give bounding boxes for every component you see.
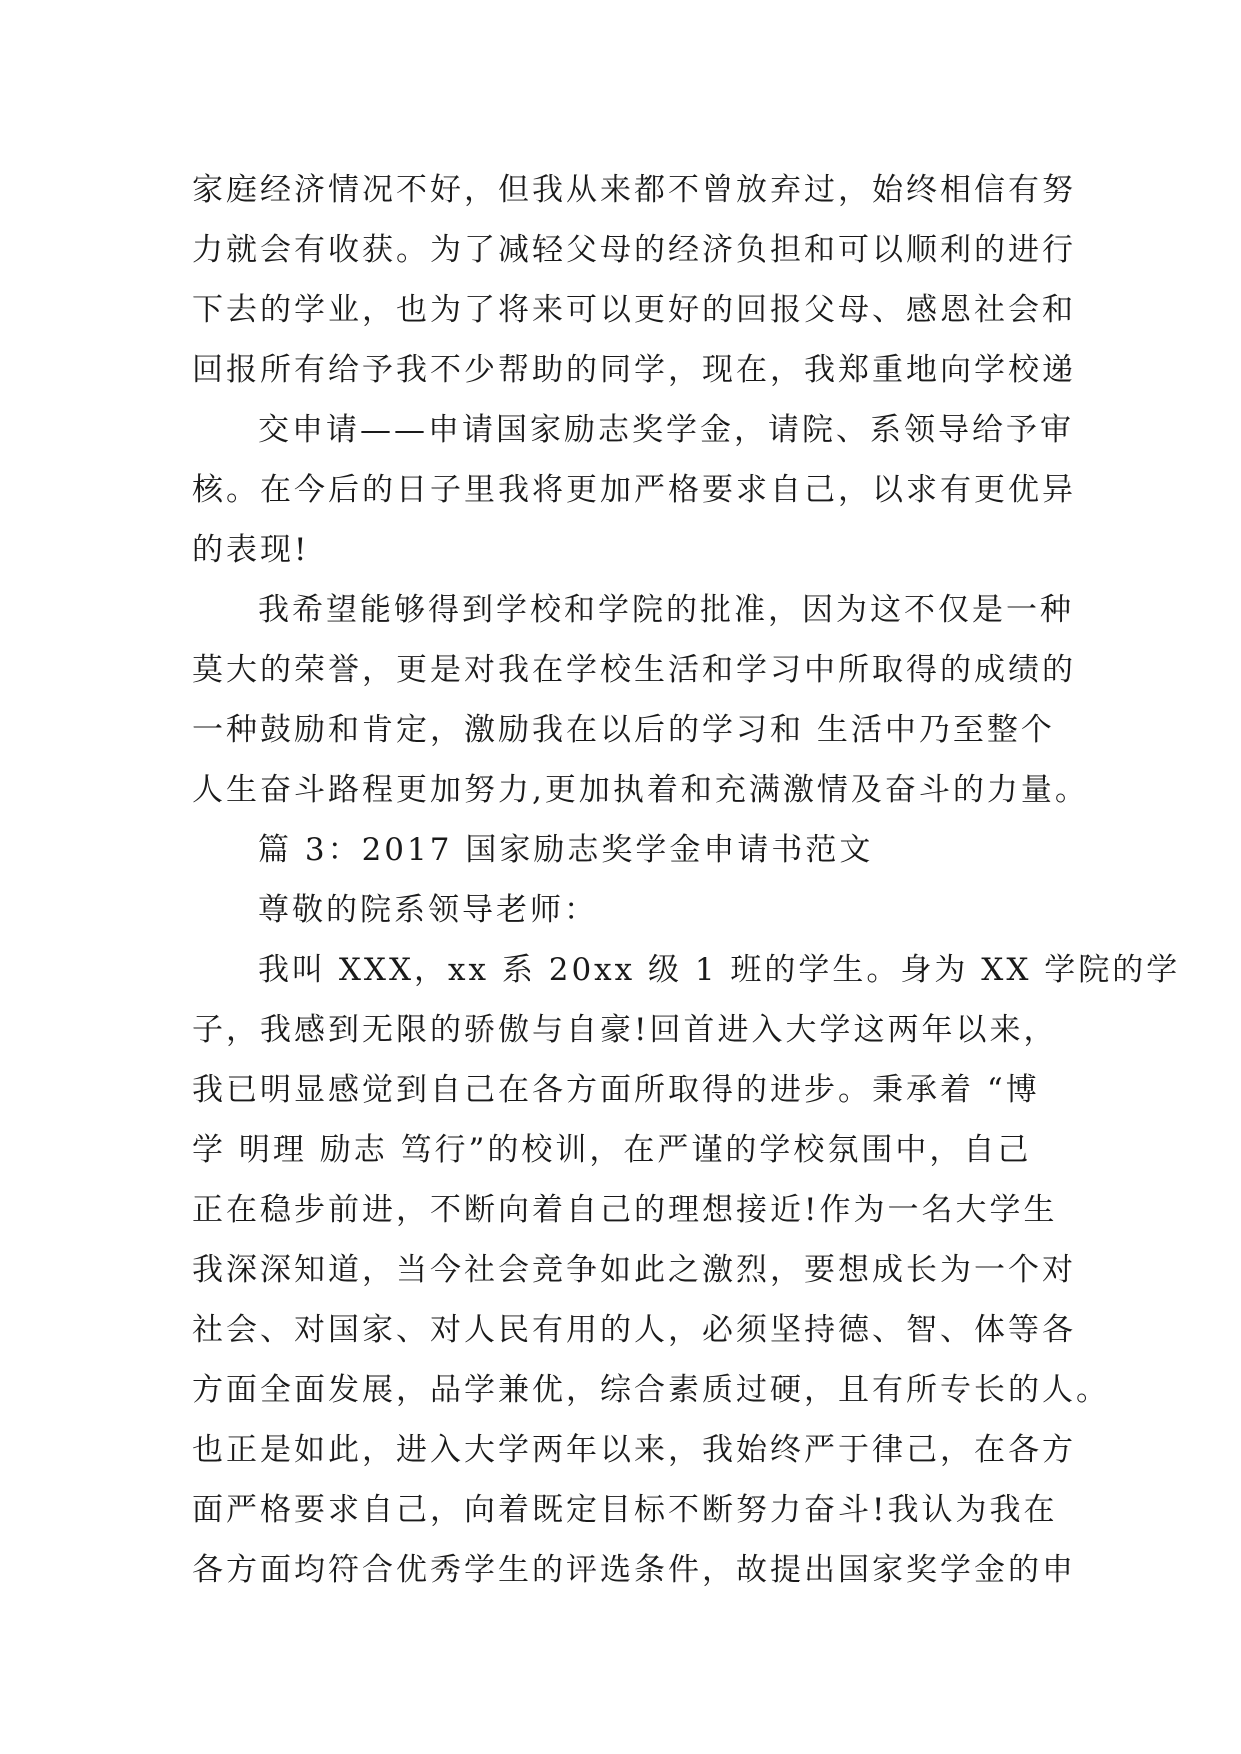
section-heading: 篇 3：2017 国家励志奖学金申请书范文 xyxy=(258,832,874,868)
body-text-line: 各方面均符合优秀学生的评选条件，故提出国家奖学金的申 xyxy=(192,1552,1076,1588)
body-text-line: 回报所有给予我不少帮助的同学，现在，我郑重地向学校递 xyxy=(192,352,1076,388)
body-text-line: 人生奋斗路程更加努力,更加执着和充满激情及奋斗的力量。 xyxy=(192,772,1089,808)
body-text-line: 核。在今后的日子里我将更加严格要求自己，以求有更优异 xyxy=(192,472,1076,508)
body-text-line: 子，我感到无限的骄傲与自豪!回首进入大学这两年以来， xyxy=(192,1012,1058,1048)
body-text-line: 面严格要求自己，向着既定目标不断努力奋斗!我认为我在 xyxy=(192,1492,1058,1528)
body-text-line: 的表现! xyxy=(192,532,310,568)
body-text-line: 也正是如此，进入大学两年以来，我始终严于律己，在各方 xyxy=(192,1432,1076,1468)
body-text-line: 方面全面发展，品学兼优，综合素质过硬，且有所专长的人。 xyxy=(192,1372,1110,1408)
body-text-line: 我深深知道，当今社会竞争如此之激烈，要想成长为一个对 xyxy=(192,1252,1076,1288)
salutation: 尊敬的院系领导老师： xyxy=(258,892,598,928)
body-text-line: 我叫 XXX，xx 系 20xx 级 1 班的学生。身为 XX 学院的学 xyxy=(258,952,1181,988)
body-text-line: 正在稳步前进，不断向着自己的理想接近!作为一名大学生 xyxy=(192,1192,1058,1228)
body-text-line: 学 明理 励志 笃行”的校训，在严谨的学校氛围中，自己 xyxy=(192,1132,1032,1168)
body-text-line: 社会、对国家、对人民有用的人，必须坚持德、智、体等各 xyxy=(192,1312,1076,1348)
body-text-line: 交申请——申请国家励志奖学金，请院、系领导给予审 xyxy=(258,412,1074,448)
body-text-line: 家庭经济情况不好，但我从来都不曾放弃过，始终相信有努 xyxy=(192,172,1076,208)
body-text-line: 我希望能够得到学校和学院的批准，因为这不仅是一种 xyxy=(258,592,1074,628)
body-text-line: 下去的学业，也为了将来可以更好的回报父母、感恩社会和 xyxy=(192,292,1076,328)
body-text-line: 一种鼓励和肯定，激励我在以后的学习和 生活中乃至整个 xyxy=(192,712,1055,748)
body-text-line: 力就会有收获。为了减轻父母的经济负担和可以顺利的进行 xyxy=(192,232,1076,268)
body-text-line: 我已明显感觉到自己在各方面所取得的进步。秉承着 “博 xyxy=(192,1072,1040,1108)
body-text-line: 莫大的荣誉，更是对我在学校生活和学习中所取得的成绩的 xyxy=(192,652,1076,688)
